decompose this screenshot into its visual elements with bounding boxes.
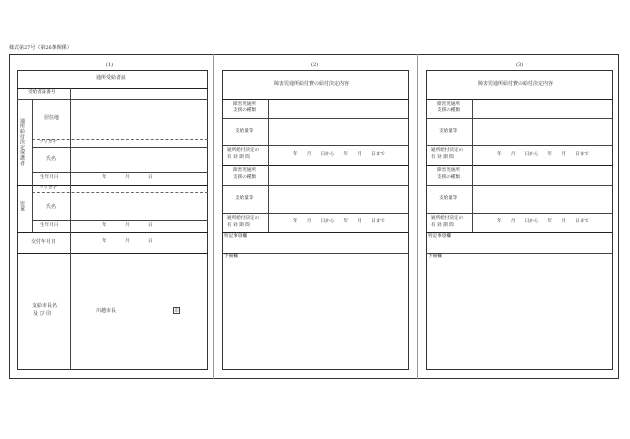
amount-label: 支給量等 (235, 129, 254, 134)
issuer-label-seal: 及 び 印 (33, 311, 52, 317)
service-type-label: 支援の種類 (233, 108, 256, 113)
decision-title: 障害児通所給付費の給付決定内容 (478, 81, 554, 87)
issuer-label: 支給市長名 (32, 303, 58, 309)
issue-date-label: 交付年月日 (31, 239, 57, 245)
validity-period: 年 月 日から 年 月 日まで (497, 219, 589, 224)
address-label: 居住地 (44, 115, 60, 121)
year-unit: 年 (102, 175, 107, 180)
service-type-label: 障害児通所 (437, 168, 460, 173)
dob-label: 生年月日 (40, 175, 59, 180)
special-notes-label: 特記事項欄 (428, 234, 451, 239)
form-number: 様式第27号（第26条関係） (9, 45, 72, 51)
validity-label: 通所給付決定の (431, 216, 464, 221)
seal-stamp: 印 (174, 308, 179, 313)
validity-period: 年 月 日から 年 月 日まで (497, 152, 589, 157)
service-type-label: 障害児通所 (233, 168, 256, 173)
panel-number: (3) (516, 62, 524, 68)
panel-number: (2) (311, 62, 319, 68)
validity-period: 年 月 日から 年 月 日まで (293, 152, 385, 157)
fold-line (213, 54, 214, 379)
day-unit: 日 (148, 239, 153, 244)
service-type-label: 支援の種類 (233, 175, 256, 180)
cert-number-label: 受給者証番号 (28, 90, 56, 95)
year-unit: 年 (102, 223, 107, 228)
validity-label: 有 効 期 間 (431, 155, 454, 160)
validity-label: 通所給付決定の (227, 216, 260, 221)
decision-title: 障害児通所給付費の給付決定内容 (274, 81, 350, 87)
guardian-group-label: 通所給付決定保護者 (19, 118, 25, 166)
name-label: 氏名 (46, 156, 57, 162)
service-type-label: 障害児通所 (233, 102, 256, 107)
service-type-label: 支援の種類 (437, 108, 460, 113)
reserve-label: 予備欄 (428, 254, 442, 259)
certificate-title: 通所受給者証 (96, 75, 127, 81)
reserve-label: 予備欄 (224, 254, 238, 259)
child-dob-label: 生年月日 (40, 223, 59, 228)
month-unit: 月 (125, 175, 130, 180)
validity-label: 通所給付決定の (227, 148, 260, 153)
child-group-label: 児童 (19, 201, 25, 212)
validity-label: 有 効 期 間 (227, 223, 250, 228)
fold-line (417, 54, 418, 379)
child-name-label: 氏名 (46, 204, 57, 210)
validity-label: 有 効 期 間 (431, 223, 454, 228)
child-furigana-label: フリガナ (39, 186, 58, 191)
mayor-name: 川越市長 (96, 308, 117, 314)
special-notes-label: 特記事項欄 (224, 234, 247, 239)
amount-label: 支給量等 (439, 196, 458, 201)
amount-label: 支給量等 (235, 196, 254, 201)
amount-label: 支給量等 (439, 129, 458, 134)
validity-period: 年 月 日から 年 月 日まで (293, 219, 385, 224)
month-unit: 月 (125, 223, 130, 228)
validity-label: 通所給付決定の (431, 148, 464, 153)
validity-label: 有 効 期 間 (227, 155, 250, 160)
service-type-label: 支援の種類 (437, 175, 460, 180)
furigana-label: フリガナ (39, 140, 58, 145)
panel-number: (1) (106, 62, 114, 68)
month-unit: 月 (125, 239, 130, 244)
day-unit: 日 (148, 175, 153, 180)
service-type-label: 障害児通所 (437, 102, 460, 107)
year-unit: 年 (102, 239, 107, 244)
day-unit: 日 (148, 223, 153, 228)
